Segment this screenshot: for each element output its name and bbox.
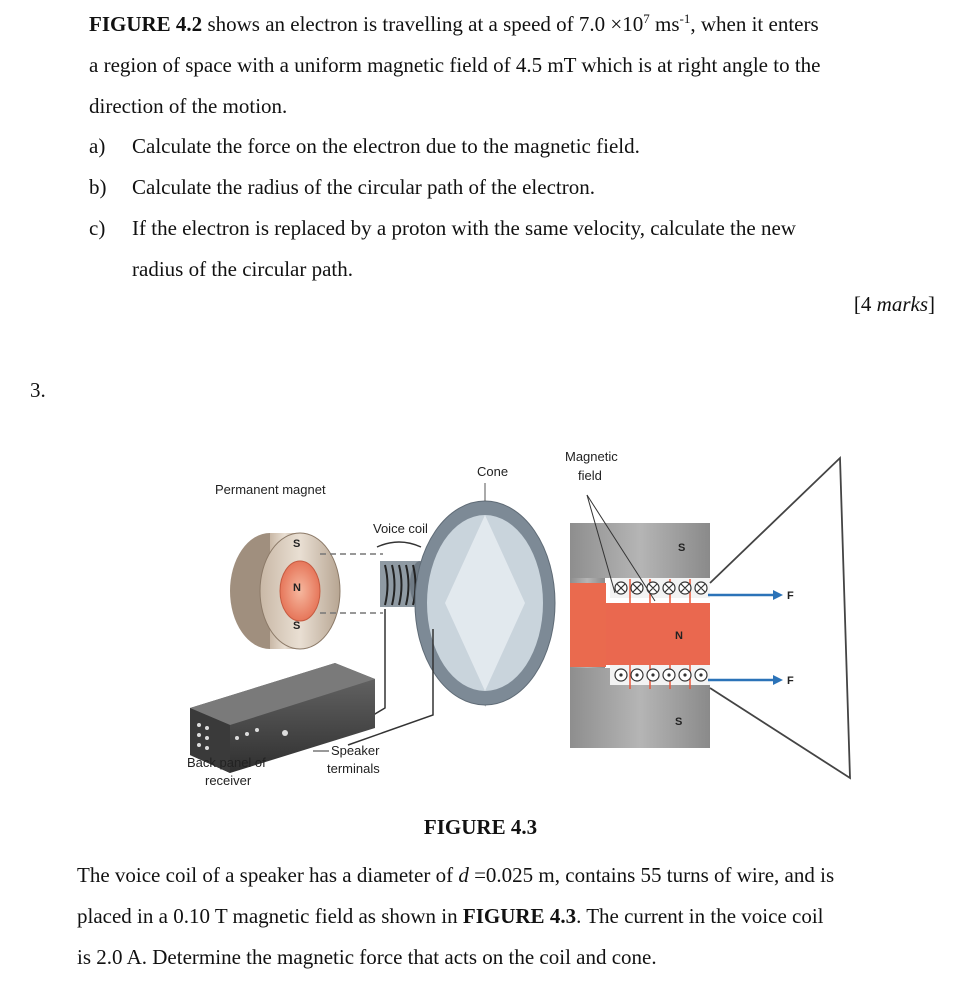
marks-open: [4 xyxy=(853,292,877,316)
permanent-magnet xyxy=(230,533,340,649)
label-magnetic-field-line2: field xyxy=(578,468,602,483)
label-speaker-terminals-line2: terminals xyxy=(327,761,380,776)
label-speaker-terminals-line1: Speaker xyxy=(331,743,380,758)
q3-line-3: is 2.0 A. Determine the magnetic force that acts on the coil and cone. xyxy=(77,945,657,969)
q3-text: The voice coil of a speaker has a diameter of xyxy=(77,863,459,887)
magnet-cross-section xyxy=(570,523,710,748)
speaker-cone xyxy=(415,483,555,705)
item-text-line: radius of the circular path. xyxy=(132,257,353,281)
q2-text: shows an electron is travelling at a speed of 7.0 ×10 xyxy=(202,12,644,36)
q2-text: , when it enters xyxy=(690,12,819,36)
force-label-bottom: F xyxy=(787,675,794,687)
speaker-figure xyxy=(185,443,865,808)
figure-ref-4-3: FIGURE 4.3 xyxy=(462,904,577,928)
exponent: -1 xyxy=(679,11,691,26)
q3-text: . The current in the voice coil xyxy=(576,904,824,928)
question-2-stem xyxy=(89,4,929,127)
marks-word: marks xyxy=(876,292,928,316)
label-cone: Cone xyxy=(477,464,509,479)
magnet-pole-s-bottom: S xyxy=(293,620,301,632)
item-label: b) xyxy=(89,175,107,199)
section-pole-s-top: S xyxy=(678,542,686,554)
section-pole-s-bottom: S xyxy=(675,716,683,728)
label-voice-coil: Voice coil xyxy=(373,521,428,536)
label-permanent-magnet: Permanent magnet xyxy=(215,482,326,497)
section-pole-n: N xyxy=(675,630,683,642)
figure-caption: FIGURE 4.3 xyxy=(423,815,538,839)
q3-line-2 xyxy=(77,896,927,937)
question-number: 3. xyxy=(30,378,46,402)
figure-ref-4-2: FIGURE 4.2 xyxy=(89,12,203,36)
q2-line-2: a region of space with a uniform magnetic field of 4.5 mT which is at right angle to the xyxy=(89,53,821,77)
item-text-line: If the electron is replaced by a proton with the same velocity, calculate the new xyxy=(132,216,796,240)
question-3-text xyxy=(77,855,927,978)
force-arrows xyxy=(708,590,783,685)
q3-text: placed in a 0.10 T magnetic field as shown in xyxy=(77,904,463,928)
item-text: Calculate the radius of the circular path of the electron. xyxy=(132,175,595,199)
item-label: c) xyxy=(89,216,106,240)
marks-close: ] xyxy=(928,292,935,316)
label-magnetic-field-line1: Magnetic xyxy=(565,449,618,464)
item-text xyxy=(132,208,922,290)
cone-outline xyxy=(710,458,850,778)
sub-question-a xyxy=(89,126,640,167)
q2-line-3: direction of the motion. xyxy=(89,94,288,118)
q3-text: =0.025 m, contains 55 turns of wire, and is xyxy=(468,863,835,887)
force-label-top: F xyxy=(787,590,794,602)
sub-question-b xyxy=(89,167,595,208)
marks-label xyxy=(854,292,935,317)
label-back-panel-line2: receiver xyxy=(205,773,252,788)
item-text: Calculate the force on the electron due to the magnetic field. xyxy=(132,134,640,158)
variable-d: d xyxy=(458,863,469,887)
item-label: a) xyxy=(89,134,106,158)
exponent: 7 xyxy=(643,11,650,26)
sub-question-c xyxy=(89,208,929,290)
q3-line-1 xyxy=(77,855,927,896)
magnet-pole-s-top: S xyxy=(293,538,301,550)
unit: ms xyxy=(649,12,680,36)
magnet-pole-n: N xyxy=(293,582,301,594)
q2-line-1 xyxy=(89,4,929,45)
label-back-panel-line1: Back panel of xyxy=(187,755,266,770)
